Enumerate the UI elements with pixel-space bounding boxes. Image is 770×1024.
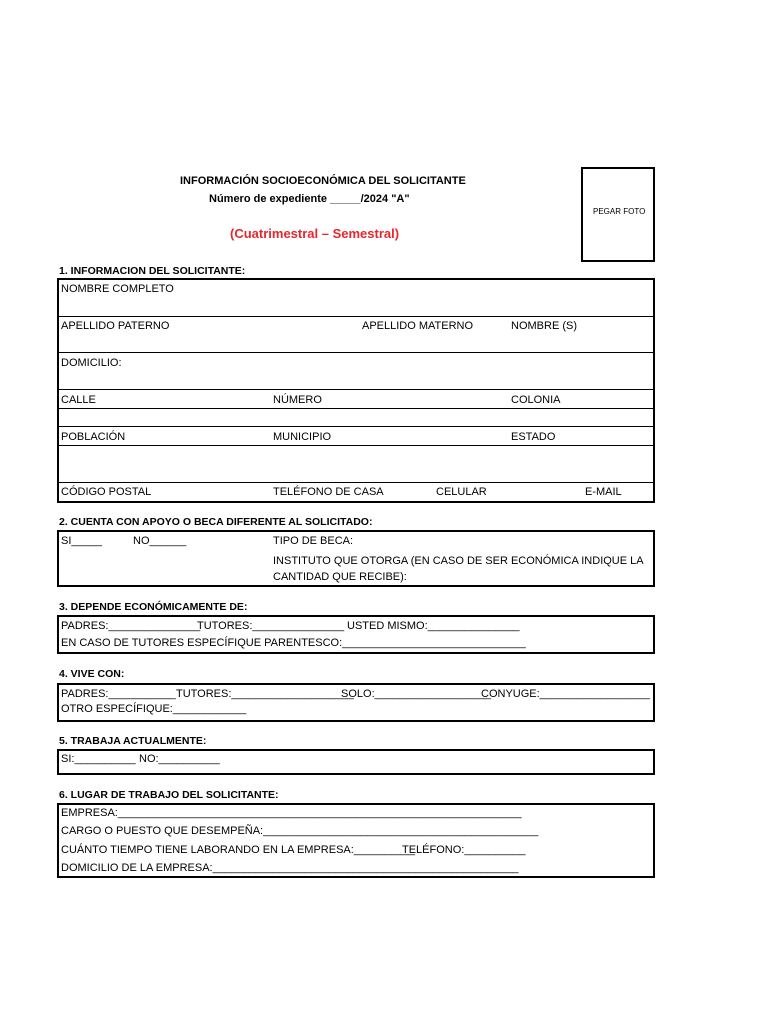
- depende-usted-field[interactable]: USTED MISMO:_______________: [347, 620, 520, 632]
- instituto-label-line1: INSTITUTO QUE OTORGA (EN CASO DE SER ECONÓMICA INDIQUE LA: [273, 555, 644, 567]
- celular-label: CELULAR: [436, 486, 487, 498]
- divider: [57, 445, 655, 446]
- email-label: E-MAIL: [585, 486, 622, 498]
- vive-otro-field[interactable]: OTRO ESPECÍFIQUE:____________: [61, 703, 247, 715]
- trabaja-si-field[interactable]: SI:__________: [61, 753, 136, 765]
- domicilio-label: DOMICILIO:: [61, 357, 122, 369]
- photo-box[interactable]: [581, 167, 655, 262]
- section-6-title: 6. LUGAR DE TRABAJO DEL SOLICITANTE:: [59, 789, 279, 801]
- divider: [57, 352, 655, 353]
- numero-label: NÚMERO: [273, 394, 322, 406]
- domicilio-empresa-field[interactable]: DOMICILIO DE LA EMPRESA:__________________________________________________: [61, 862, 519, 874]
- trabaja-no-field[interactable]: NO:__________: [139, 753, 220, 765]
- section-5-title: 5. TRABAJA ACTUALMENTE:: [59, 735, 207, 747]
- poblacion-label: POBLACIÓN: [61, 431, 126, 443]
- section-1-title: 1. INFORMACION DEL SOLICITANTE:: [59, 265, 246, 277]
- cargo-field[interactable]: CARGO O PUESTO QUE DESEMPEÑA:_____________________________________________: [61, 825, 539, 837]
- section-1-box: [57, 278, 655, 503]
- vive-tutores-field[interactable]: TUTORES:____________________: [176, 688, 354, 700]
- photo-label: PEGAR FOTO: [593, 207, 646, 216]
- vive-padres-field[interactable]: PADRES:___________: [61, 688, 176, 700]
- beca-si-field[interactable]: SI_____: [61, 535, 102, 547]
- depende-tutores-field[interactable]: TUTORES:_______________: [197, 620, 345, 632]
- divider: [57, 408, 655, 409]
- divider: [57, 426, 655, 427]
- beca-no-field[interactable]: NO______: [133, 535, 187, 547]
- divider: [57, 316, 655, 317]
- divider: [57, 482, 655, 483]
- colonia-label: COLONIA: [511, 394, 561, 406]
- form-title: INFORMACIÓN SOCIOECONÓMICA DEL SOLICITANTE: [180, 175, 466, 187]
- depende-padres-field[interactable]: PADRES:_______________: [61, 620, 201, 632]
- empresa-telefono-field[interactable]: TELÉFONO:__________: [402, 844, 526, 856]
- nombres-label: NOMBRE (S): [511, 320, 577, 332]
- empresa-field[interactable]: EMPRESA:__________________________________________________________________: [61, 807, 522, 819]
- apellido-paterno-label: APELLIDO PATERNO: [61, 320, 170, 332]
- section-2-title: 2. CUENTA CON APOYO O BECA DIFERENTE AL SOLICITADO:: [59, 516, 373, 528]
- tipo-beca-label: TIPO DE BECA:: [273, 535, 354, 547]
- section-4-title: 4. VIVE CON:: [59, 668, 125, 680]
- vive-conyuge-field[interactable]: CONYUGE:__________________: [481, 688, 650, 700]
- instituto-label-line2: CANTIDAD QUE RECIBE):: [273, 571, 407, 583]
- parentesco-field[interactable]: EN CASO DE TUTORES ESPECÍFIQUE PARENTESCO:______________________________: [61, 637, 526, 649]
- codigo-postal-label: CÓDIGO POSTAL: [61, 486, 152, 498]
- divider: [57, 389, 655, 390]
- expediente-number: Número de expediente _____/2024 "A": [209, 193, 410, 205]
- telefono-casa-label: TELÉFONO DE CASA: [273, 486, 384, 498]
- municipio-label: MUNICIPIO: [273, 431, 332, 443]
- period-subtitle: (Cuatrimestral – Semestral): [230, 226, 400, 241]
- nombre-completo-label: NOMBRE COMPLETO: [61, 283, 174, 295]
- tiempo-field[interactable]: CUÁNTO TIEMPO TIENE LABORANDO EN LA EMPRESA:__________: [61, 844, 415, 856]
- apellido-materno-label: APELLIDO MATERNO: [362, 320, 474, 332]
- calle-label: CALLE: [61, 394, 96, 406]
- estado-label: ESTADO: [511, 431, 556, 443]
- vive-solo-field[interactable]: SOLO:___________________: [341, 688, 491, 700]
- section-3-title: 3. DEPENDE ECONÓMICAMENTE DE:: [59, 601, 248, 613]
